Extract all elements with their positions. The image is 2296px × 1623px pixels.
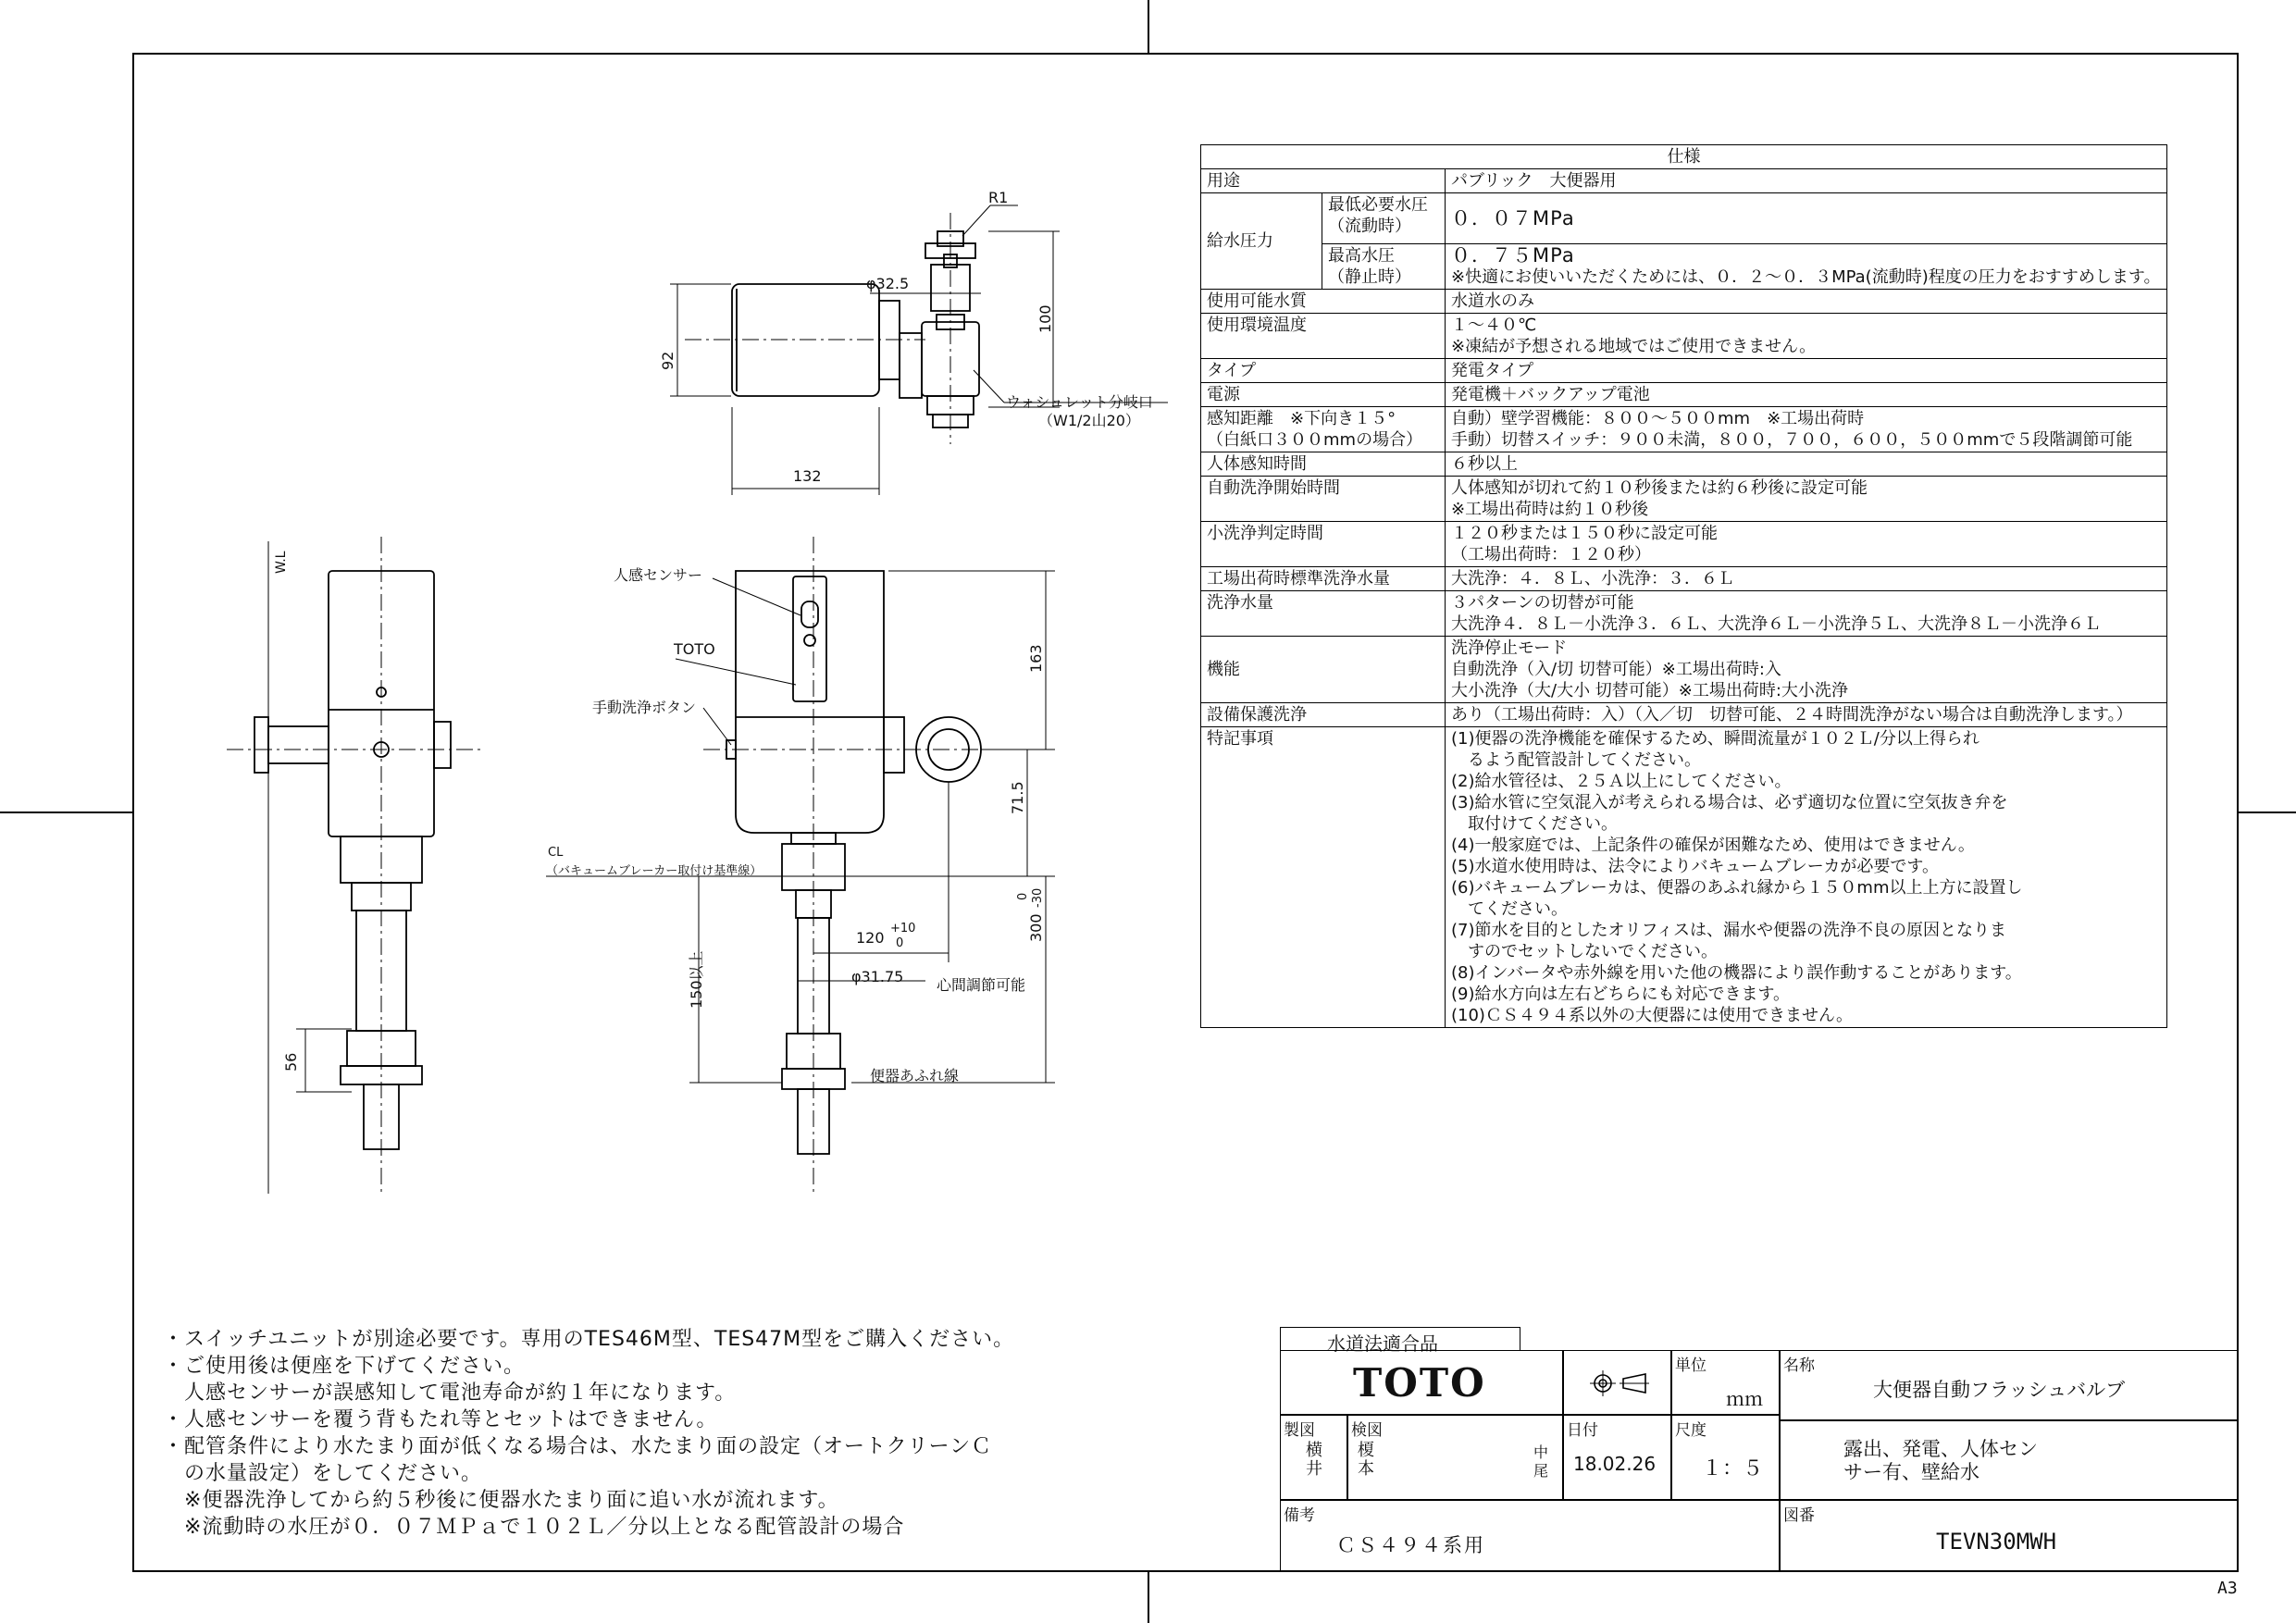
name-cell (1780, 1350, 2239, 1420)
label-d32-5: φ32.5 (866, 275, 910, 292)
note-line: ・スイッチユニットが別途必要です。専用のTES46M型、TES47M型をご購入ください。 (163, 1328, 1015, 1351)
remark-value: ＣＳ４９４系用 (1336, 1534, 1485, 1556)
volume-value: ３パターンの切替が可能 大洗浄４．８Ｌ－小洗浄３．６Ｌ、大洗浄６Ｌ－小洗浄５Ｌ、大洗浄８Ｌ－小洗浄６Ｌ (1446, 591, 2167, 637)
spec-title: 仕様 (1201, 145, 2167, 169)
label-cl: CL (548, 846, 564, 860)
label-d31-75: φ31.75 (851, 968, 904, 985)
label-d71-5: 71.5 (1009, 781, 1026, 814)
label-washlet: ウォシュレット分岐口 (1006, 393, 1153, 411)
desc-cell (1780, 1420, 2239, 1500)
drawing-number: TEVN30MWH (1936, 1529, 2057, 1555)
power-label: 電源 (1201, 383, 1446, 407)
label-d163: 163 (1027, 644, 1045, 673)
type-label: タイプ (1201, 359, 1446, 383)
human-value: ６秒以上 (1446, 452, 2167, 477)
number-cell (1780, 1500, 2239, 1572)
approval-stamp: 中尾 (1533, 1443, 1549, 1480)
scale-value: １：５ (1702, 1457, 1764, 1481)
temp-label: 使用環境温度 (1201, 314, 1446, 359)
note-line: ・人感センサーを覆う背もたれ等とセットはできません。 (163, 1408, 718, 1431)
label-d92: 92 (659, 351, 676, 370)
note-line: ・ご使用後は便座を下げてください。 (163, 1355, 526, 1378)
volume-label: 洗浄水量 (1201, 591, 1446, 637)
projection-cell (1563, 1350, 1671, 1415)
drawn-label: 製図 (1284, 1421, 1315, 1440)
desc-value: 露出、発電、人体センサー有、壁給水 (1843, 1438, 2038, 1483)
autowash-label: 自動洗浄開始時間 (1201, 477, 1446, 522)
sheet-size: A3 (2217, 1579, 2238, 1598)
pressure-min-value: ０．０７MPa (1446, 193, 2167, 244)
label-wl: W.L (274, 551, 289, 574)
label-d120-tol-bottom: 0 (896, 936, 904, 950)
sense-value: 自動）壁学習機能：８００～５００mm ※工場出荷時 手動）切替スイッチ：９００未満，８００，７００，６００，５００mmで５段階調節可能 (1446, 407, 2167, 452)
date-label: 日付 (1567, 1421, 1598, 1440)
label-d150: 150以上 (688, 950, 705, 1009)
func-label: 機能 (1201, 637, 1446, 703)
label-d300-tol-top: 0 (1016, 892, 1030, 900)
date-cell (1563, 1415, 1671, 1500)
logo-cell (1280, 1350, 1563, 1415)
label-manual-button: 手動洗浄ボタン (592, 699, 697, 716)
label-d300: 300 (1027, 913, 1045, 942)
pressure-max-label: 最高水圧 （静止時） (1322, 244, 1446, 290)
small-label: 小洗浄判定時間 (1201, 522, 1446, 567)
unit-label: 単位 (1675, 1357, 1706, 1375)
note-line: 人感センサーが誤感知して電池寿命が約１年になります。 (163, 1381, 737, 1405)
label-overflow: 便器あふれ線 (870, 1067, 960, 1084)
use-label: 用途 (1201, 169, 1446, 193)
remark-label: 備考 (1284, 1506, 1315, 1525)
notes-block (163, 1326, 1014, 1541)
label-r1: R1 (988, 189, 1009, 206)
pressure-max-value: ０．７５MPa ※快適にお使いいただくためには、０．２～０．３MPa(流動時)程度の圧力をおすすめします。 (1446, 244, 2167, 290)
pressure-min-label: 最低必要水圧 （流動時） (1322, 193, 1446, 244)
label-vacuum-breaker: （バキュームブレーカー取付け基準線） (546, 864, 763, 878)
factory-label: 工場出荷時標準洗浄水量 (1201, 567, 1446, 591)
spec-table (1200, 144, 2167, 1028)
sense-label: 感知距離 ※下向き１５° （白紙口３００mmの場合） (1201, 407, 1446, 452)
water-value: 水道水のみ (1446, 290, 2167, 314)
label-sensor: 人感センサー (614, 566, 703, 584)
label-toto: TOTO (674, 640, 715, 658)
check-value: 榎本 (1358, 1441, 1374, 1479)
date-value: 18.02.26 (1573, 1453, 1657, 1475)
note-line: ※流動時の水圧が０．０７ＭＰａで１０２Ｌ／分以上となる配管設計の場合 (163, 1516, 905, 1539)
label-washlet-spec: （W1/2山20） (1038, 412, 1140, 429)
scale-cell (1671, 1415, 1780, 1500)
scale-label: 尺度 (1675, 1421, 1706, 1440)
use-value: パブリック 大便器用 (1446, 169, 2167, 193)
title-block (1280, 1332, 2239, 1572)
check-label: 検図 (1351, 1421, 1383, 1440)
name-label: 名称 (1783, 1357, 1815, 1375)
check-cell (1347, 1415, 1563, 1500)
human-label: 人体感知時間 (1201, 452, 1446, 477)
unit-value: ｍｍ (1726, 1388, 1763, 1410)
toto-logo: TOTO (1353, 1360, 1486, 1406)
label-d132: 132 (793, 467, 822, 485)
drawn-value: 横井 (1306, 1441, 1322, 1479)
drawn-cell (1280, 1415, 1347, 1500)
note-line: ・配管条件により水たまり面が低くなる場合は、水たまり面の設定（オートクリーンＣ (163, 1435, 993, 1458)
autowash-value: 人体感知が切れて約１０秒後または約６秒後に設定可能 ※工場出荷時は約１０秒後 (1446, 477, 2167, 522)
special-label: 特記事項 (1201, 727, 1446, 1028)
top-view (670, 205, 1168, 495)
label-d120: 120 (856, 929, 885, 947)
technical-drawing (0, 0, 1203, 1314)
label-d56: 56 (282, 1052, 300, 1072)
pressure-label: 給水圧力 (1201, 193, 1322, 290)
power-value: 発電機＋バックアップ電池 (1446, 383, 2167, 407)
special-notes: (1)便器の洗浄機能を確保するため、瞬間流量が１０２Ｌ/分以上得られ るよう配管設計してください。 (2)給水管径は、２５Ａ以上にしてください。 (3)給水管に空気混入が考えられる場合は、必ず適切な位置に空気抜き弁を 取付けてください。 (4)一般家庭では、上記条件の確保が困難なため、使用はできません。 (5)水道水使用時は、法令によりバキュームブレーカが必要です。 (6)バキュームブレーカは、便器のあふれ縁から１５０mm以上上方に設置し てください。 (7)節水を目的としたオリフィスは、漏水や便器の洗浄不良の原因となりま すのでセットしないでください。 (8)インバータや赤外線を用いた他の機器により誤作動することがあります。 (9)給水方向は左右どちらにも対応できます。 (10)ＣＳ４９４系以外の大便器には使用できません。 (1446, 727, 2167, 1028)
cert-label: 水道法適合品 (1327, 1332, 1438, 1355)
temp-value: １～４０℃ ※凍結が予想される地域ではご使用できません。 (1446, 314, 2167, 359)
label-d300-tol-bottom: -30 (1031, 887, 1045, 908)
label-adjustable: 心間調節可能 (937, 976, 1026, 994)
note-line: ※便器洗浄してから約５秒後に便器水たまり面に追い水が流れます。 (163, 1489, 839, 1512)
third-angle-projection-icon (1590, 1369, 1649, 1397)
center-mark-right (2239, 812, 2296, 813)
factory-value: 大洗浄：４．８Ｌ、小洗浄：３．６Ｌ (1446, 567, 2167, 591)
type-value: 発電タイプ (1446, 359, 2167, 383)
remark-cell (1280, 1500, 1780, 1572)
side-view (227, 537, 481, 1194)
unit-cell (1671, 1350, 1780, 1415)
protect-value: あり（工場出荷時：入）（入／切 切替可能、２４時間洗浄がない場合は自動洗浄します。） (1446, 703, 2167, 727)
protect-label: 設備保護洗浄 (1201, 703, 1446, 727)
cert-cell (1280, 1327, 1520, 1355)
label-d120-tol-top: +10 (890, 922, 916, 935)
name-value: 大便器自動フラッシュバルブ (1873, 1379, 2126, 1401)
func-value: 洗浄停止モード 自動洗浄（入/切 切替可能）※工場出荷時:入 大小洗浄（大/大小 切替可能）※工場出荷時:大小洗浄 (1446, 637, 2167, 703)
label-d100: 100 (1036, 304, 1054, 333)
water-label: 使用可能水質 (1201, 290, 1446, 314)
note-line: の水量設定）をしてください。 (163, 1462, 483, 1485)
center-mark-bottom (1148, 1572, 1149, 1623)
number-label: 図番 (1783, 1506, 1815, 1525)
small-value: １２０秒または１５０秒に設定可能 （工場出荷時：１２０秒） (1446, 522, 2167, 567)
